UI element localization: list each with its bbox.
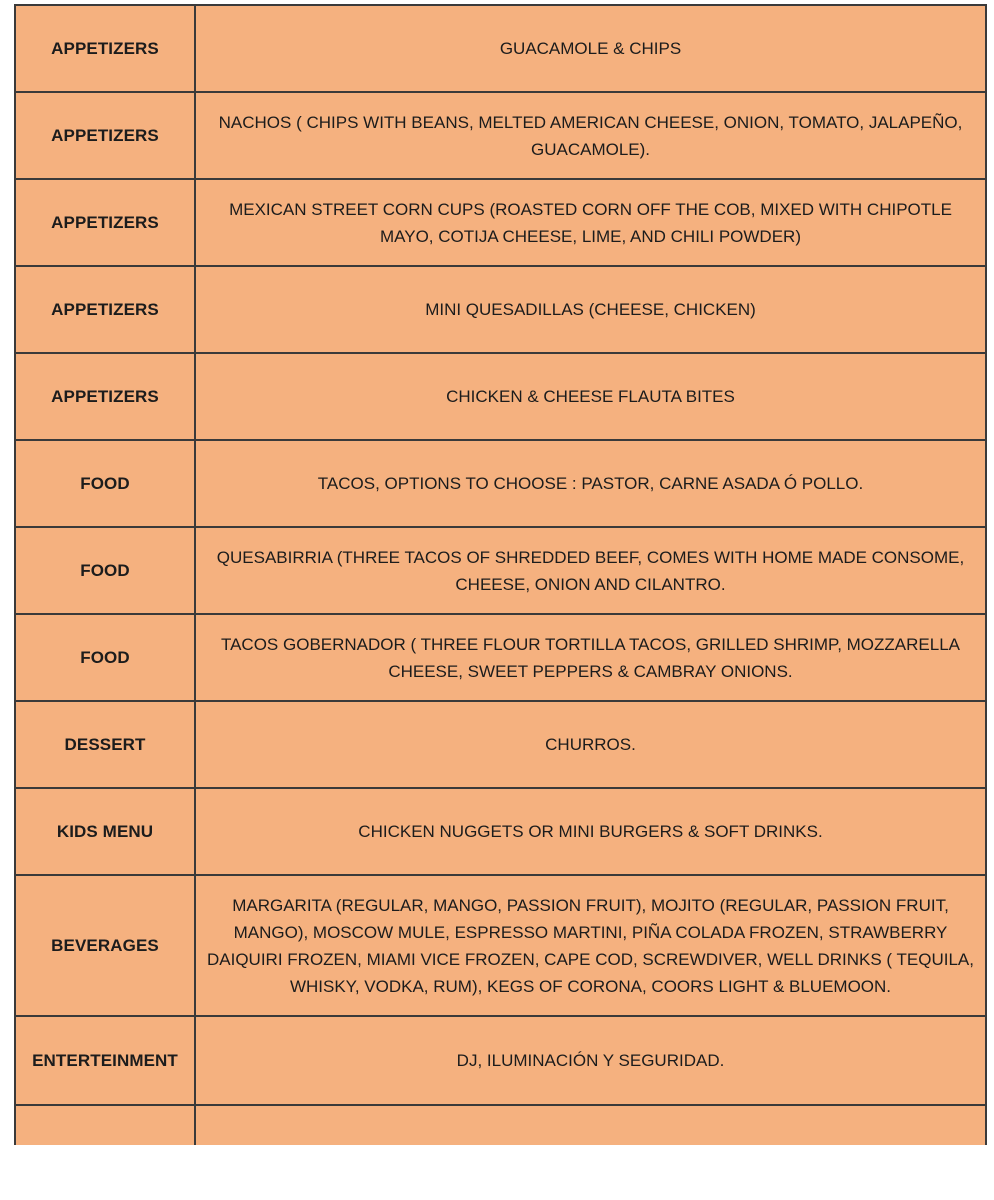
description-cell: GUACAMOLE & CHIPS — [195, 5, 986, 92]
description-cell: MINI QUESADILLAS (CHEESE, CHICKEN) — [195, 266, 986, 353]
description-cell: MEXICAN STREET CORN CUPS (ROASTED CORN OFF THE COB, MIXED WITH CHIPOTLE MAYO, COTIJA CHEESE, LIME, AND CHILI POWDER) — [195, 179, 986, 266]
table-row — [15, 92, 986, 179]
table-row — [15, 701, 986, 788]
category-cell: FOOD — [15, 527, 195, 614]
category-cell-empty — [15, 1105, 195, 1145]
description-cell-empty — [195, 1105, 986, 1145]
table-row — [15, 266, 986, 353]
table-row — [15, 179, 986, 266]
table-row — [15, 440, 986, 527]
category-cell: KIDS MENU — [15, 788, 195, 875]
category-cell: APPETIZERS — [15, 353, 195, 440]
category-cell: APPETIZERS — [15, 5, 195, 92]
description-cell: CHICKEN & CHEESE FLAUTA BITES — [195, 353, 986, 440]
description-cell: MARGARITA (REGULAR, MANGO, PASSION FRUIT), MOJITO (REGULAR, PASSION FRUIT, MANGO), MOSCOW MULE, ESPRESSO MARTINI, PIÑA COLADA FROZEN, STRAWBERRY DAIQUIRI FROZEN, MIAMI VICE FROZEN, CAPE COD, SCREWDIVER, WELL DRINKS ( TEQUILA, WHISKY, VODKA, RUM), KEGS OF CORONA, COORS LIGHT & BLUEMOON. — [195, 875, 986, 1016]
category-cell: FOOD — [15, 440, 195, 527]
category-cell: DESSERT — [15, 701, 195, 788]
table-row — [15, 527, 986, 614]
table-row — [15, 1016, 986, 1105]
menu-table — [14, 4, 987, 1145]
table-row — [15, 5, 986, 92]
category-cell: FOOD — [15, 614, 195, 701]
category-cell: BEVERAGES — [15, 875, 195, 1016]
description-cell: NACHOS ( CHIPS WITH BEANS, MELTED AMERICAN CHEESE, ONION, TOMATO, JALAPEÑO, GUACAMOLE). — [195, 92, 986, 179]
description-cell: TACOS, OPTIONS TO CHOOSE : PASTOR, CARNE ASADA Ó POLLO. — [195, 440, 986, 527]
category-cell: APPETIZERS — [15, 92, 195, 179]
table-row — [15, 788, 986, 875]
description-cell: QUESABIRRIA (THREE TACOS OF SHREDDED BEEF, COMES WITH HOME MADE CONSOME, CHEESE, ONION AND CILANTRO. — [195, 527, 986, 614]
table-row — [15, 353, 986, 440]
category-cell: ENTERTEINMENT — [15, 1016, 195, 1105]
category-cell: APPETIZERS — [15, 179, 195, 266]
table-row — [15, 875, 986, 1016]
description-cell: CHURROS. — [195, 701, 986, 788]
description-cell: TACOS GOBERNADOR ( THREE FLOUR TORTILLA TACOS, GRILLED SHRIMP, MOZZARELLA CHEESE, SWEET PEPPERS & CAMBRAY ONIONS. — [195, 614, 986, 701]
table-row — [15, 614, 986, 701]
description-cell: DJ, ILUMINACIÓN Y SEGURIDAD. — [195, 1016, 986, 1105]
description-cell: CHICKEN NUGGETS OR MINI BURGERS & SOFT DRINKS. — [195, 788, 986, 875]
table-row-cutoff — [15, 1105, 986, 1145]
category-cell: APPETIZERS — [15, 266, 195, 353]
